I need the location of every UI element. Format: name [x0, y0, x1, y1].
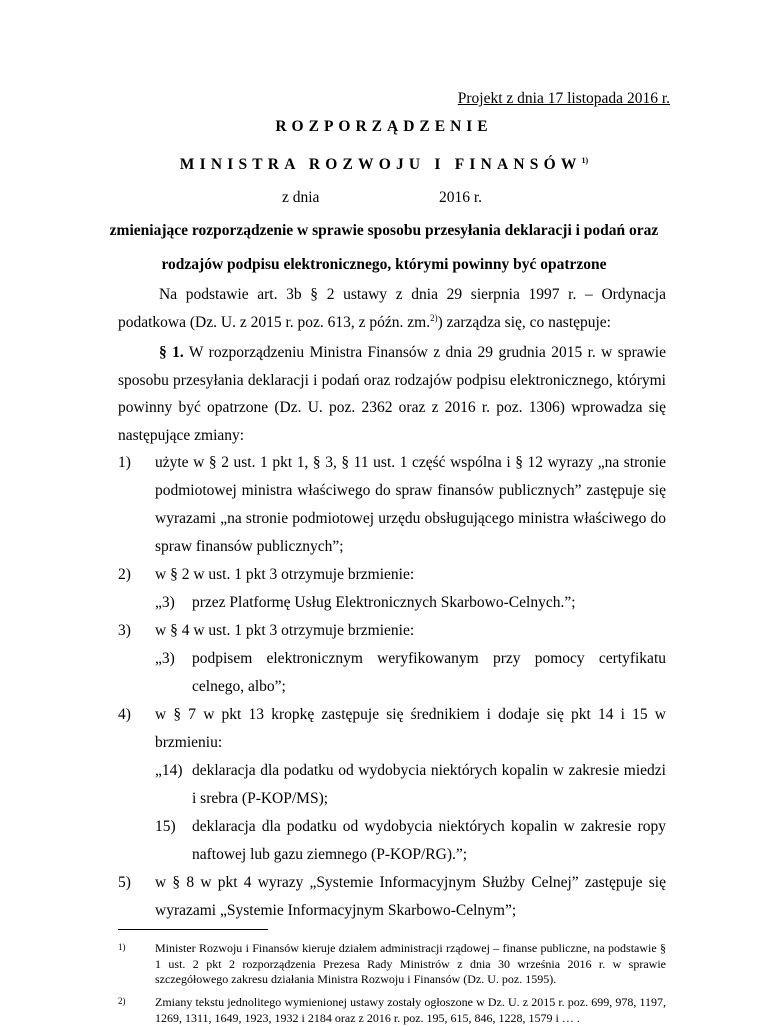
issuing-authority [0, 156, 768, 174]
list-item-text: w § 2 w ust. 1 pkt 3 otrzymuje brzmienie: [155, 566, 415, 583]
date-label: z dnia [282, 189, 320, 206]
list-item [118, 869, 666, 925]
section-1-paragraph [118, 339, 666, 449]
sub-item-text: deklaracja dla podatku od wydobycia niektórych kopalin w zakresie miedzi i srebra (P-KOP/MS); [192, 762, 666, 807]
sub-item-number: „3) [155, 650, 175, 667]
subject-line-1: zmieniające rozporządzenie w sprawie sposobu przesyłania deklaracji i podań oraz [109, 222, 659, 239]
document-title: ROZPORZĄDZENIE [275, 118, 493, 135]
sub-item-text: podpisem elektronicznym weryfikowanym przy pomocy certyfikatu celnego, albo”; [192, 650, 666, 695]
list-item [118, 561, 666, 589]
footnote-number: 1) [118, 942, 126, 952]
list-item-number: 5) [118, 874, 131, 891]
section-1-label: § 1. [159, 344, 184, 361]
footnote-number: 2) [118, 996, 126, 1006]
date-year: 2016 r. [439, 189, 483, 206]
subject-line-2: rodzajów podpisu elektronicznego, którymi powinny być opatrzone [161, 256, 607, 273]
list-item-text: w § 8 w pkt 4 wyrazy „Systemie Informacyjnym Służby Celnej” zastępuje się wyrazami „Systemie Informacyjnym Skarbowo-Celnym”; [155, 874, 666, 919]
sub-item-number: „3) [155, 594, 175, 611]
sub-item [155, 589, 666, 617]
footnote-text: Zmiany tekstu jednolitego wymienionej ustawy zostały ogłoszone w Dz. U. z 2015 r. poz. 699, 978, 1197, 1269, 1311, 1649, 1923, 1932 i 2184 oraz z 2016 r. poz. 195, 615, 846, 1228, 1579 i … . [155, 995, 666, 1025]
list-item-number: 4) [118, 706, 131, 723]
draft-note: Projekt z dnia 17 listopada 2016 r. [457, 90, 670, 107]
footnote-separator [118, 929, 268, 930]
sub-item-number: 15) [155, 818, 176, 835]
sub-item-text: przez Platformę Usług Elektronicznych Skarbowo-Celnych.”; [192, 594, 576, 611]
list-item-number: 1) [118, 454, 131, 471]
sub-item [155, 813, 666, 869]
list-item [118, 701, 666, 757]
footnote [118, 941, 666, 988]
list-item [118, 449, 666, 561]
footnote-text: Minister Rozwoju i Finansów kieruje działem administracji rządowej – finanse publiczne, na podstawie § 1 ust. 2 pkt 2 rozporządzenia Prezesa Rady Ministrów z dnia 30 września 2016 r. w sprawie szczegółowego zakresu działania Ministra Rozwoju i Finansów (Dz. U. poz. 1595). [155, 941, 666, 986]
sub-item [155, 757, 666, 813]
sub-item-number: „14) [155, 762, 183, 779]
list-item-text: w § 7 w pkt 13 kropkę zastępuje się średnikiem i dodaje się pkt 14 i 15 w brzmieniu: [155, 706, 666, 751]
sub-item-text: deklaracja dla podatku od wydobycia niektórych kopalin w zakresie ropy naftowej lub gazu ziemnego (P-KOP/RG).”; [192, 818, 666, 863]
list-item-text: w § 4 w ust. 1 pkt 3 otrzymuje brzmienie: [155, 622, 415, 639]
list-item [118, 617, 666, 645]
intro-text: Na podstawie art. 3b § 2 ustawy z dnia 29 sierpnia 1997 r. – Ordynacja podatkowa (Dz. U. z 2015 r. poz. 613, z późn. zm. [118, 286, 666, 331]
footnote [118, 995, 666, 1026]
footnote-ref-2: 2) [430, 312, 438, 323]
intro-paragraph [118, 281, 666, 336]
intro-text-end: ) zarządza się, co następuje: [437, 313, 611, 331]
section-1-text: W rozporządzeniu Ministra Finansów z dnia 29 grudnia 2015 r. w sprawie sposobu przesyłania deklaracji i podań oraz rodzajów podpisu elektronicznego, którymi powinny być opatrzone (Dz. U. poz. 2362 oraz z 2016 r. poz. 1306) wprowadza się następujące zmiany: [118, 344, 666, 444]
sub-item [155, 645, 666, 701]
list-item-number: 2) [118, 566, 131, 583]
footnote-ref-1: 1) [581, 156, 589, 165]
list-item-number: 3) [118, 622, 131, 639]
issuing-authority-text: MINISTRA ROZWOJU I FINANSÓW [179, 156, 582, 173]
list-item-text: użyte w § 2 ust. 1 pkt 1, § 3, § 11 ust. 1 część wspólna i § 12 wyrazy „na stronie podmiotowej ministra właściwego do spraw finansów publicznych” zastępuje się wyrazami „na stronie podmiotowej urzędu obsługującego ministra właściwego do spraw finansów publicznych”; [155, 454, 666, 555]
